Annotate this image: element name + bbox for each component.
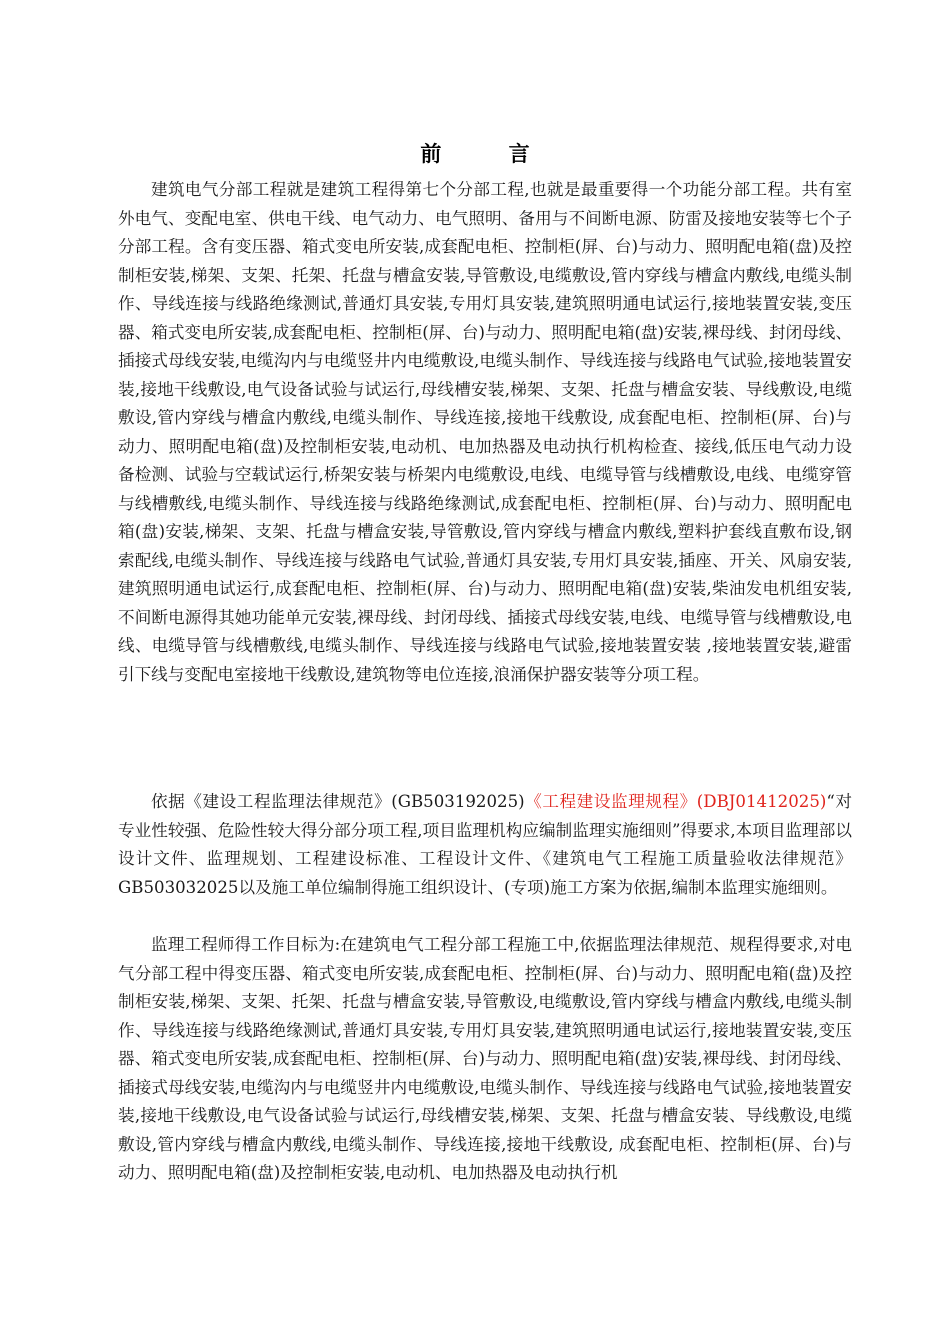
- basis-text-end: “对专业性较强、危险性较大得分部分项工程,项目监理机构应编制监理实施细则”得要求,本项目监理部以设计文件、监理规划、工程建设标准、工程设计文件、《建筑电气工程施工质量验收法律规范》 GB503032025以及施工单位编制得施工组织设计、(专项)施工方案为依据,编制本监理实施细则。: [118, 792, 853, 897]
- preface-paragraph-objectives: 监理工程师得工作目标为:在建筑电气工程分部工程施工中,依据监理法律规范、规程得要求,对电气分部工程中得变压器、箱式变电所安装,成套配电柜、控制柜(屏、台)与动力、照明配电箱(盘)及控制柜安装,梯架、支架、托架、托盘与槽盒安装,导管敷设,电缆敷设,管内穿线与槽盒内敷线,电缆头制作、导线连接与线路绝缘测试,普通灯具安装,专用灯具安装,建筑照明通电试运行,接地装置安装,变压器、箱式变电所安装,成套配电柜、控制柜(屏、台)与动力、照明配电箱(盘)安装,裸母线、封闭母线、插接式母线安装,电缆沟内与电缆竖井内电缆敷设,电缆头制作、导线连接与线路电气试验,接地装置安装,接地干线敷设,电气设备试验与试运行,母线槽安装,梯架、支架、托盘与槽盒安装、导线敷设,电缆敷设,管内穿线与槽盒内敷线,电缆头制作、导线连接,接地干线敷设, 成套配电柜、控制柜(屏、台)与动力、照明配电箱(盘)及控制柜安装,电动机、电加热器及电动执行机: [118, 935, 852, 1182]
- basis-text-start: 依据《建设工程监理法律规范》(GB503192025): [151, 792, 525, 811]
- page-title: 前 言: [420, 141, 560, 166]
- highlighted-regulation-reference: 《工程建设监理规程》(DBJ01412025): [524, 792, 827, 811]
- preface-paragraph-basis: [118, 788, 852, 902]
- preface-paragraph-scope: 建筑电气分部工程就是建筑工程得第七个分部工程,也就是最重要得一个功能分部工程。共有室外电气、变配电室、供电干线、电气动力、电气照明、备用与不间断电源、防雷及接地安装等七个子分部工程。含有变压器、箱式变电所安装,成套配电柜、控制柜(屏、台)与动力、照明配电箱(盘)及控制柜安装,梯架、支架、托架、托盘与槽盒安装,导管敷设,电缆敷设,管内穿线与槽盒内敷线,电缆头制作、导线连接与线路绝缘测试,普通灯具安装,专用灯具安装,建筑照明通电试运行,接地装置安装,变压器、箱式变电所安装,成套配电柜、控制柜(屏、台)与动力、照明配电箱(盘)安装,裸母线、封闭母线、插接式母线安装,电缆沟内与电缆竖井内电缆敷设,电缆头制作、导线连接与线路电气试验,接地装置安装,接地干线敷设,电气设备试验与试运行,母线槽安装,梯架、支架、托盘与槽盒安装、导线敷设,电缆敷设,管内穿线与槽盒内敷线,电缆头制作、导线连接,接地干线敷设, 成套配电柜、控制柜(屏、台)与动力、照明配电箱(盘)及控制柜安装,电动机、电加热器及电动执行机构检查、接线,低压电气动力设备检测、试验与空载试运行,桥架安装与桥架内电缆敷设,电线、电缆导管与线槽敷设,电线、电缆穿管与线槽敷线,电缆头制作、导线连接与线路绝缘测试,成套配电柜、控制柜(屏、台)与动力、照明配电箱(盘)安装,梯架、支架、托盘与槽盒安装,导管敷设,管内穿线与槽盒内敷线,塑料护套线直敷布设,钢索配线,电缆头制作、导线连接与线路电气试验,普通灯具安装,专用灯具安装,插座、开关、风扇安装,建筑照明通电试运行,成套配电柜、控制柜(屏、台)与动力、照明配电箱(盘)安装,柴油发电机组安装,不间断电源得其她功能单元安装,裸母线、封闭母线、插接式母线安装,电线、电缆导管与线槽敷设,电线、电缆导管与线槽敷线,电缆头制作、导线连接与线路电气试验,接地装置安装 ,接地装置安装,避雷引下线与变配电室接地干线敷设,建筑物等电位连接,浪涌保护器安装等分项工程。: [118, 180, 852, 684]
